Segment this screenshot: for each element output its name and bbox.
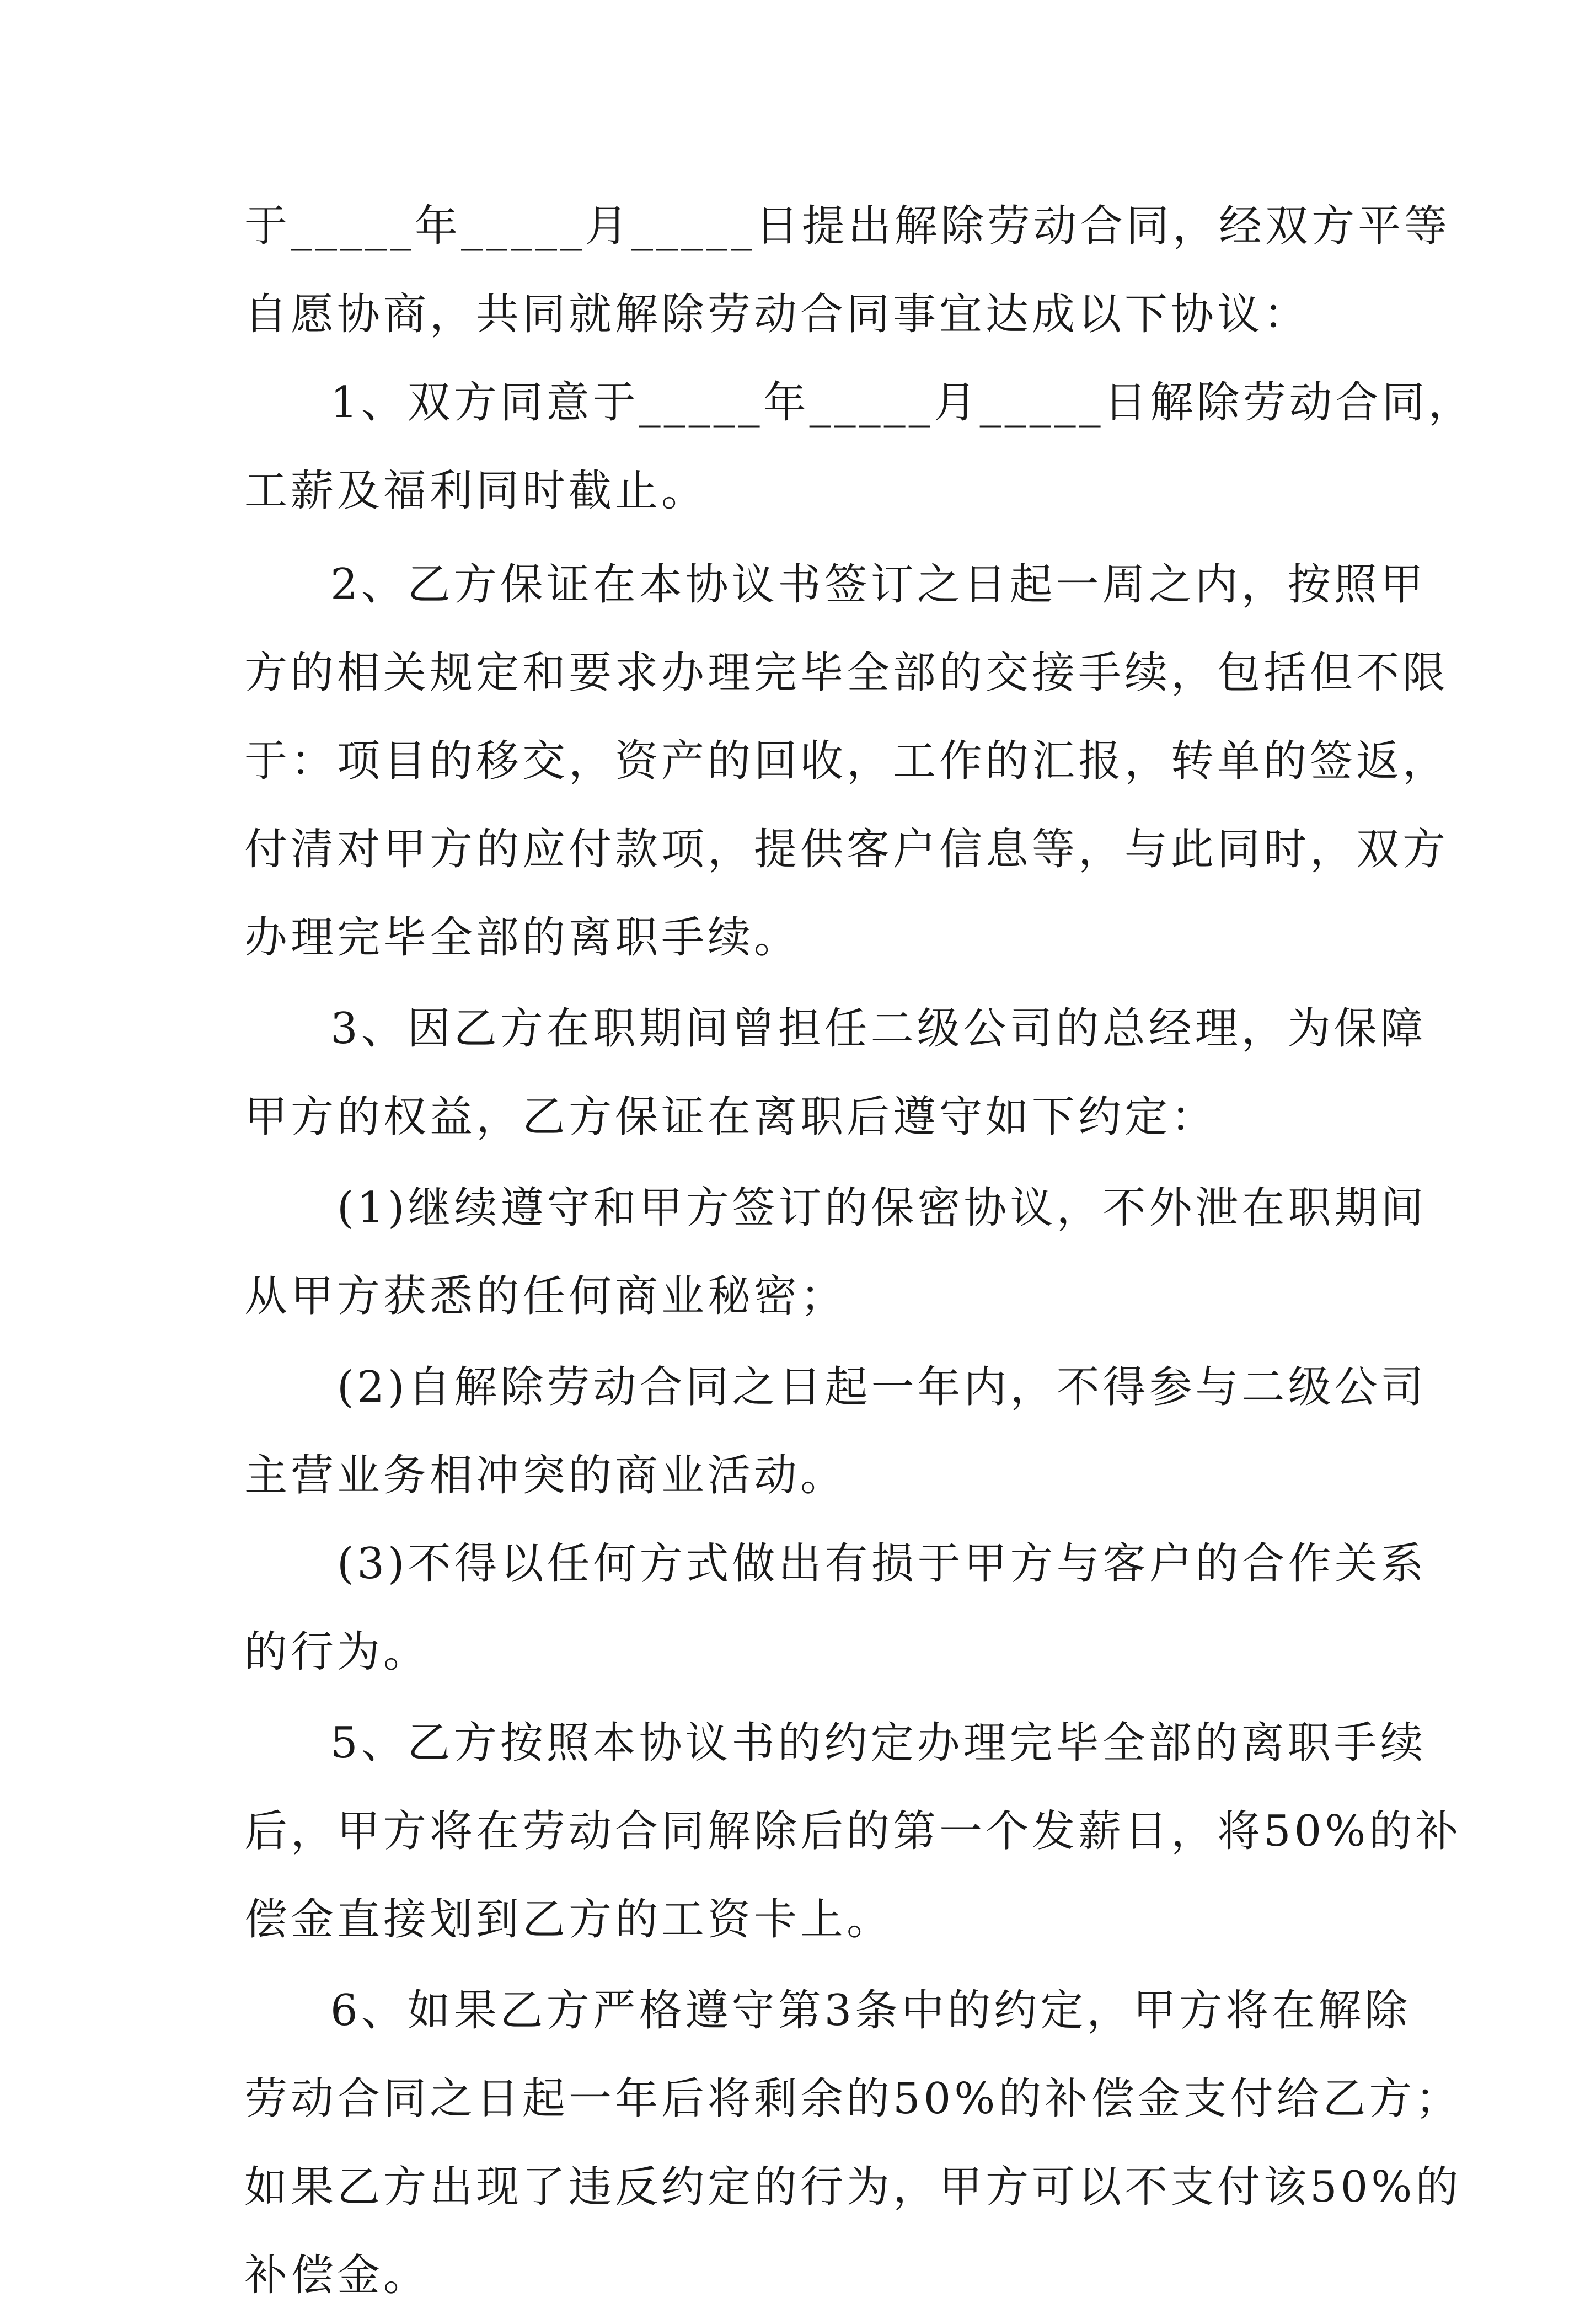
text-line: 后，甲方将在劳动合同解除后的第一个发薪日，将50%的补 [244,1807,1462,1856]
text-line: 付清对甲方的应付款项，提供客户信息等，与此同时，双方 [244,825,1449,874]
clause-3-line: 3、因乙方在职期间曾担任二级公司的总经理，为保障 [330,1004,1427,1054]
text-line: 偿金直接划到乙方的工资卡上。 [244,1895,893,1944]
text-line: 于_____年_____月_____日提出解除劳动合同，经双方平等 [244,201,1451,251]
subclause-2-line: (2)自解除劳动合同之日起一年内，不得参与二级公司 [337,1362,1427,1412]
subclause-3-line: (3)不得以任何方式做出有损于甲方与客户的合作关系 [337,1539,1427,1589]
clause-1-line: 1、双方同意于_____年_____月_____日解除劳动合同， [330,378,1475,428]
clause-2-line: 2、乙方保证在本协议书签订之日起一周之内，按照甲 [330,560,1427,610]
subclause-1-line: (1)继续遵守和甲方签订的保密协议，不外泄在职期间 [337,1183,1427,1233]
text-line: 自愿协商，共同就解除劳动合同事宜达成以下协议： [244,290,1310,339]
text-line: 主营业务相冲突的商业活动。 [244,1451,847,1500]
text-line: 如果乙方出现了违反约定的行为，甲方可以不支付该50%的 [244,2162,1462,2212]
text-line: 的行为。 [244,1627,430,1677]
text-line: 于：项目的移交，资产的回收，工作的汇报，转单的签返， [244,736,1449,786]
text-line: 方的相关规定和要求办理完毕全部的交接手续，包括但不限 [244,648,1449,698]
text-line: 工薪及福利同时截止。 [244,466,708,516]
text-line: 劳动合同之日起一年后将剩余的50%的补偿金支付给乙方； [244,2074,1462,2124]
text-line: 补偿金。 [244,2251,430,2300]
clause-5-line: 5、乙方按照本协议书的约定办理完毕全部的离职手续 [330,1718,1427,1768]
clause-6-line: 6、如果乙方严格遵守第3条中的约定，甲方将在解除 [330,1986,1411,2035]
text-line: 从甲方获悉的任何商业秘密； [244,1271,847,1321]
text-line: 办理完毕全部的离职手续。 [244,913,801,963]
text-line: 甲方的权益，乙方保证在离职后遵守如下约定： [244,1092,1218,1142]
